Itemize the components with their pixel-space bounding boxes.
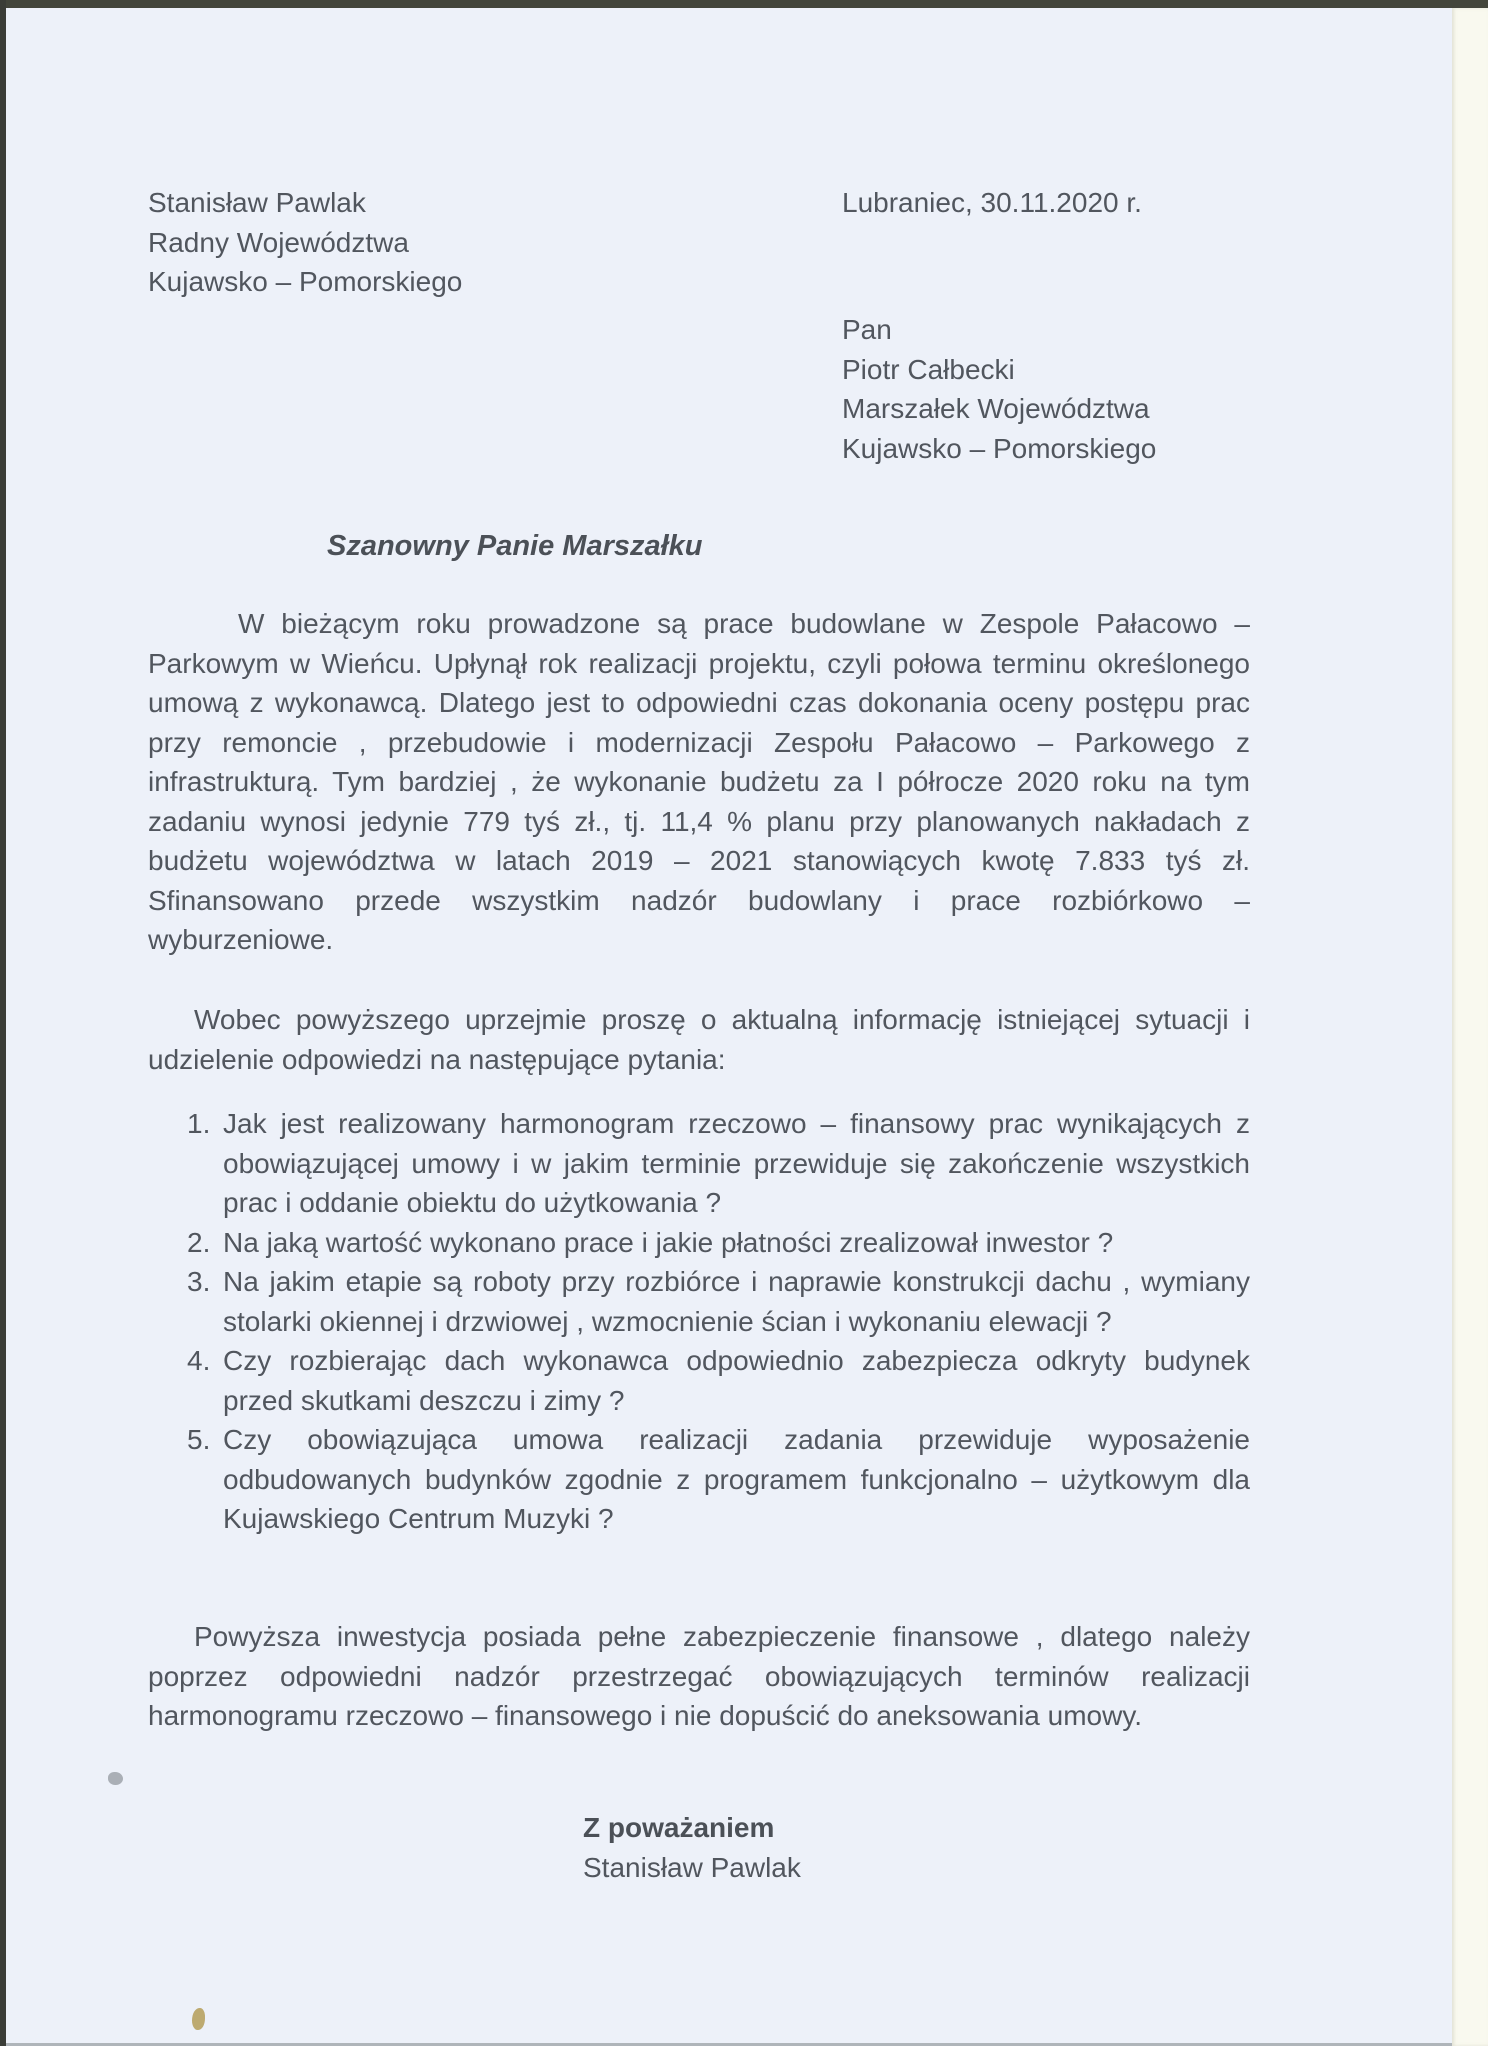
question-number: 1.	[187, 1108, 211, 1139]
recipient-honorific: Pan	[842, 314, 892, 345]
question-text: Na jaką wartość wykonano prace i jakie płatności zrealizował inwestor ?	[223, 1226, 1114, 1258]
scan-artifact-speck	[192, 2008, 205, 2030]
questions-list	[187, 1104, 1250, 1539]
closing-block	[583, 1808, 801, 1887]
recipient-block	[842, 310, 1156, 468]
list-item	[187, 1223, 1250, 1263]
recipient-name: Piotr Całbecki	[842, 353, 1015, 385]
list-item	[187, 1262, 1250, 1341]
body-paragraph-3: Powyższa inwestycja posiada pełne zabezpieczenie finansowe , dlatego należy poprzez odpowiedni nadzór przestrzegać obowiązujących terminów realizacji harmonogramu rzeczowo – finansowego i nie dopuścić do aneksowania umowy.	[148, 1621, 1250, 1731]
salutation: Szanowny Panie Marszałku	[327, 530, 703, 562]
recipient-region: Kujawsko – Pomorskiego	[842, 432, 1157, 464]
sender-block	[148, 183, 462, 302]
place-and-date: Lubraniec, 30.11.2020 r.	[842, 187, 1142, 218]
scan-artifact-speck	[108, 1772, 123, 1785]
list-item	[187, 1104, 1250, 1223]
question-number: 2.	[187, 1226, 211, 1258]
sender-title: Radny Województwa	[148, 226, 409, 258]
body-paragraph-1: W bieżącym roku prowadzone są prace budowlane w Zespole Pałacowo – Parkowym w Wieńcu. Upłynął rok realizacji projektu, czyli połowa terminu określonego umową z wykonawcą. Dlatego jest to odpowiedni czas dokonania oceny postępu prac przy remoncie , przebudowie i modernizacji Zespołu Pałacowo – Parkowego z infrastrukturą. Tym bardziej , że wykonanie budżetu za I półrocze 2020 roku na tym zadaniu wynosi jedynie 779 tyś zł., tj. 11,4 % planu przy planowanych nakładach z budżetu województwa w latach 2019 – 2021 stanowiących kwotę 7.833 tyś zł. Sfinansowano przede wszystkim nadzór budowlany i prace rozbiórkowo – wyburzeniowe.	[148, 608, 1250, 955]
recipient-title: Marszałek Województwa	[842, 393, 1150, 424]
question-text: Czy rozbierając dach wykonawca odpowiednio zabezpiecza odkryty budynek przed skutkami deszczu i zimy ?	[223, 1345, 1250, 1416]
body-paragraph-2: Wobec powyższego uprzejmie proszę o aktualną informację istniejącej sytuacji i udzielenie odpowiedzi na następujące pytania:	[148, 1004, 1250, 1075]
question-text: Czy obowiązująca umowa realizacji zadania przewiduje wyposażenie odbudowanych budynków zgodnie z programem funkcjonalno – użytkowym dla Kujawskiego Centrum Muzyki ?	[223, 1424, 1250, 1534]
question-text: Na jakim etapie są roboty przy rozbiórce i naprawie konstrukcji dachu , wymiany stolarki okiennej i drzwiowej , wzmocnienie ścian i wykonaniu elewacji ?	[223, 1266, 1250, 1337]
signature-name: Stanisław Pawlak	[583, 1851, 801, 1883]
list-item	[187, 1341, 1250, 1420]
sender-region: Kujawsko – Pomorskiego	[148, 266, 463, 297]
scan-right-paper-strip	[1452, 8, 1488, 2046]
sender-name: Stanisław Pawlak	[148, 187, 366, 218]
scan-left-edge	[0, 0, 6, 2046]
question-number: 3.	[187, 1266, 211, 1297]
question-number: 5.	[187, 1424, 211, 1455]
valediction: Z poważaniem	[583, 1812, 775, 1843]
scan-top-edge	[0, 0, 1488, 8]
question-text: Jak jest realizowany harmonogram rzeczowo – finansowy prac wynikających z obowiązującej umowy i w jakim terminie przewiduje się zakończenie wszystkich prac i oddanie obiektu do użytkowania ?	[223, 1108, 1250, 1218]
question-number: 4.	[187, 1345, 211, 1376]
list-item	[187, 1420, 1250, 1539]
